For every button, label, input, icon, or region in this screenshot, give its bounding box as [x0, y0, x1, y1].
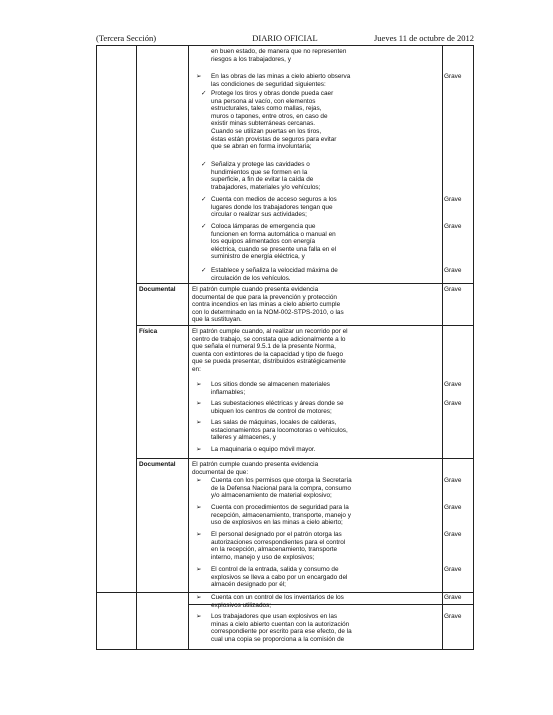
arrow-bullet-icon: ➢ — [196, 504, 202, 511]
list-item: Protege los tiros y obras donde pueda caer una persona al vacío, con elementos estructurales, tales como mallas, rejas, muros o tapones, entre otros, en caso de existir minas subterráneas cercanas. Cuando se utilizan puertas en los tiros, éstas están provistas de seguros para evitar que se abran en forma involuntaria; — [211, 90, 337, 151]
publication-date: Jueves 11 de octubre de 2012 — [373, 33, 474, 43]
check-bullet-icon: ✓ — [201, 161, 207, 168]
arrow-bullet-icon: ➢ — [196, 613, 202, 620]
severity-label: Grave — [444, 267, 462, 274]
row-divider-3 — [136, 458, 474, 459]
arrow-bullet-icon: ➢ — [196, 566, 202, 573]
publication-title: DIARIO OFICIAL — [252, 33, 318, 43]
category-documental: Documental — [139, 286, 176, 293]
arrow-bullet-icon: ➢ — [196, 594, 202, 601]
list-item: Cuenta con procedimientos de seguridad para la recepción, almacenamiento, transporte, manejo y uso de explosivos en las minas a cielo abierto; — [211, 504, 351, 527]
severity-label: Grave — [444, 286, 462, 293]
list-item: Las salas de máquinas, locales de calderas, estacionamientos para locomotoras o vehículos, talleres y almacenes, y — [211, 419, 348, 442]
check-bullet-icon: ✓ — [201, 196, 207, 203]
list-item: Establece y señaliza la velocidad máxima de circulación de los vehículos. — [211, 267, 338, 282]
check-bullet-icon: ✓ — [201, 90, 207, 97]
list-item: Las subestaciones eléctricas y áreas donde se ubiquen los centros de control de motores; — [211, 400, 344, 415]
severity-label: Grave — [444, 566, 462, 573]
table-border-left — [96, 46, 97, 650]
arrow-bullet-icon: ➢ — [196, 419, 202, 426]
row-divider-4 — [96, 592, 474, 593]
severity-label: Grave — [444, 594, 462, 601]
arrow-bullet-icon: ➢ — [196, 446, 202, 453]
table-border-bottom — [96, 649, 474, 650]
column-divider-2 — [188, 46, 189, 650]
section-label: (Tercera Sección) — [96, 33, 157, 43]
list-item: El control de la entrada, salida y consumo de explosivos se lleva a cabo por un encargado del almacén designado por él; — [211, 566, 348, 589]
severity-label: Grave — [444, 381, 462, 388]
list-item: Cuenta con un control de los inventarios de los explosivos utilizados; — [211, 594, 344, 609]
severity-label: Grave — [444, 531, 462, 538]
list-item: Señaliza y protege las cavidades o hundimientos que se formen en la superficie, a fin de evitar la caída de trabajadores, materiales y/o vehículos; — [211, 161, 321, 191]
page-header — [96, 33, 474, 45]
arrow-bullet-icon: ➢ — [196, 531, 202, 538]
criterion-text: El patrón cumple cuando presenta evidencia documental de que para la prevención y protección contra incendios en las minas a cielo abierto cumple con lo determinado en la NOM-002-STPS-2010, o las que la sustituyan. — [192, 286, 344, 324]
criterion-text: El patrón cumple cuando, al realizar un recorrido por el centro de trabajo, se constata que adicionalmente a lo que señala el numeral 9.5.1 de la presente Norma, cuenta con extintores de la capacidad y tipo de fuego que se pueda presentar, distribuidos estratégicamente en: — [192, 328, 348, 373]
list-item: Cuenta con medios de acceso seguros a los lugares donde los trabajadores tengan que circular o realizar sus actividades; — [211, 196, 337, 219]
list-item: Cuenta con los permisos que otorga la Secretaría de la Defensa Nacional para la compra, consumo y/o almacenamiento de material explosivo; — [211, 477, 352, 500]
category-fisica: Física — [139, 328, 158, 335]
list-item: Los trabajadores que usan explosivos en las minas a cielo abierto cuentan con la autorización correspondiente por escrito para ese efecto, de la cual una copia se proporciona a la comisión de — [211, 613, 352, 643]
arrow-bullet-icon: ➢ — [196, 73, 202, 80]
row-divider-2 — [136, 325, 474, 326]
severity-label: Grave — [444, 477, 462, 484]
column-divider-1 — [136, 46, 137, 650]
severity-label: Grave — [444, 196, 462, 203]
arrow-bullet-icon: ➢ — [196, 381, 202, 388]
check-bullet-icon: ✓ — [201, 223, 207, 230]
list-item: Los sitios donde se almacenen materiales inflamables; — [211, 381, 331, 396]
list-item: En las obras de las minas a cielo abierto observa las condiciones de seguridad siguientes: — [211, 73, 351, 88]
column-divider-3 — [442, 46, 443, 650]
list-item: El personal designado por el patrón otorga las autorizaciones correspondientes para el control en la recepción, almacenamiento, transporte interno, manejo y uso de explosivos; — [211, 531, 346, 561]
compliance-table — [96, 46, 474, 650]
severity-label: Grave — [444, 504, 462, 511]
arrow-bullet-icon: ➢ — [196, 477, 202, 484]
severity-label: Grave — [444, 613, 462, 620]
check-bullet-icon: ✓ — [201, 267, 207, 274]
category-documental: Documental — [139, 461, 176, 468]
list-item: Coloca lámparas de emergencia que funcionen en forma automática o manual en los equipos alimentados con energía eléctrica, cuando se presente una falla en el suministro de energía eléctrica, y — [211, 223, 337, 261]
severity-label: Grave — [444, 73, 462, 80]
list-item: en buen estado, de manera que no representen riesgos a los trabajadores, y — [211, 48, 347, 63]
arrow-bullet-icon: ➢ — [196, 400, 202, 407]
severity-label: Grave — [444, 400, 462, 407]
row-divider-1 — [136, 283, 474, 284]
table-border-right — [473, 46, 474, 650]
list-item: La maquinaria o equipo móvil mayor. — [211, 446, 316, 453]
criterion-text: El patrón cumple cuando presenta evidencia documental de que: — [192, 461, 319, 476]
severity-label: Grave — [444, 223, 462, 230]
